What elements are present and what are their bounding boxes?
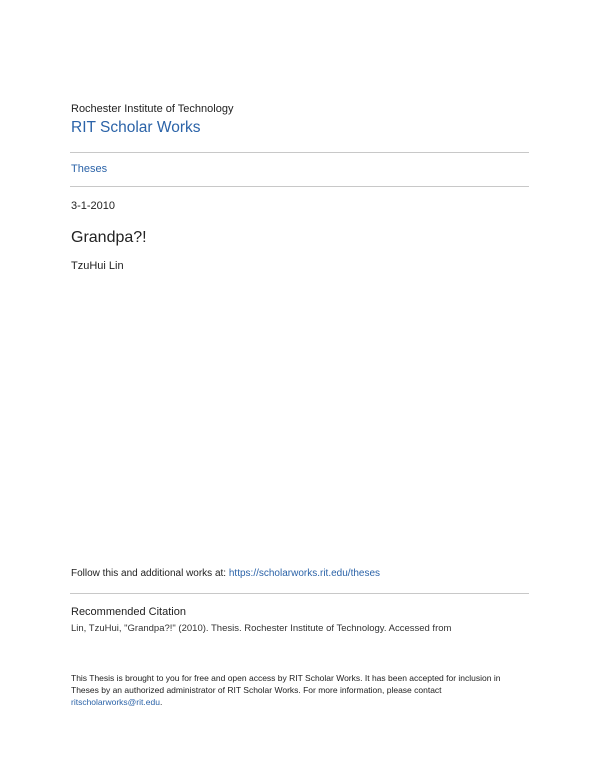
divider-top — [70, 152, 529, 153]
access-notice-suffix: . — [159, 697, 163, 707]
contact-email-link[interactable]: ritscholarworks@rit.edu — [71, 697, 160, 707]
access-notice — [71, 672, 526, 708]
follow-prefix: Follow this and additional works at: — [71, 568, 229, 579]
author-name: TzuHui Lin — [71, 260, 124, 272]
publication-date: 3-1-2010 — [71, 200, 116, 212]
citation-heading: Recommended Citation — [71, 606, 186, 618]
follow-line — [71, 568, 380, 579]
access-notice-text: This Thesis is brought to you for free and open access by RIT Scholar Works. It has been accepted for inclusion in Theses by an authorized administrator of RIT Scholar Works. For more information, please contact — [71, 673, 501, 695]
divider-middle — [70, 186, 529, 187]
document-title: Grandpa?! — [71, 229, 147, 246]
divider-bottom — [70, 593, 529, 594]
follow-url-link[interactable]: https://scholarworks.rit.edu/theses — [228, 568, 381, 579]
collection-link-theses[interactable]: Theses — [71, 163, 108, 175]
citation-text: Lin, TzuHui, "Grandpa?!" (2010). Thesis. Rochester Institute of Technology. Accessed from — [71, 623, 452, 634]
institution-name: Rochester Institute of Technology — [71, 103, 234, 115]
repository-link[interactable]: RIT Scholar Works — [71, 119, 201, 136]
